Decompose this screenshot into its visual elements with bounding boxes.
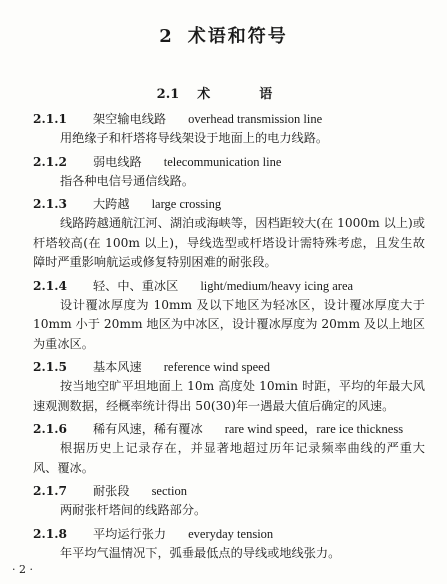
term-english: section	[151, 484, 187, 498]
term-english: rare wind speed，rare ice thickness	[224, 422, 404, 436]
term-chinese: 弱电线路	[93, 154, 142, 169]
term-number: 2.1.5	[33, 360, 67, 374]
chapter-heading: 术语和符号	[187, 26, 288, 47]
term-entry	[33, 153, 425, 192]
term-chinese: 架空输电线路	[93, 112, 167, 126]
term-english: telecommunication line	[163, 154, 282, 169]
term-english: everyday tension	[188, 526, 274, 541]
term-number: 2.1.2	[33, 154, 67, 169]
term-chinese: 基本风速	[93, 360, 142, 374]
term-definition: 两耐张杆塔间的线路部分。	[60, 503, 207, 517]
chapter-title	[0, 22, 447, 48]
term-english: light/medium/heavy icing area	[200, 278, 354, 293]
term-definition: 年平均气温情况下，弧垂最低点的导线或地线张力。	[60, 545, 341, 560]
term-chinese: 稀有风速，稀有覆冰	[93, 422, 203, 436]
term-entry	[33, 110, 425, 149]
term-definition: 线路跨越通航江河、湖泊或海峡等，因档距较大(在 1000m 以上)或杆塔较高(在 100m 以上)，导线选型或杆塔设计需特殊考虑，且发生故障时严重影响航运或修复特别困难的耐张段。	[33, 216, 425, 269]
section-title	[0, 83, 447, 102]
term-number: 2.1.1	[33, 112, 67, 126]
term-entry	[33, 525, 425, 564]
section-heading: 术 语	[197, 87, 291, 102]
term-entry	[33, 277, 425, 355]
section-number: 2.1	[156, 87, 180, 102]
term-list	[33, 110, 425, 567]
term-number: 2.1.6	[33, 422, 67, 436]
term-entry	[33, 195, 425, 273]
term-chinese: 轻、中、重冰区	[93, 278, 179, 293]
term-number: 2.1.4	[33, 278, 67, 293]
page-number: · 2 ·	[12, 563, 33, 576]
term-chinese: 平均运行张力	[93, 526, 167, 541]
term-english: reference wind speed	[163, 360, 270, 374]
term-definition: 根据历史上记录存在，并显著地超过历年记录频率曲线的严重大风、覆冰。	[33, 441, 425, 475]
term-definition: 按当地空旷平坦地面上 10m 高度处 10min 时距，平均的年最大风速观测数据，经概率统计得出 50(30)年一遇最大值后确定的风速。	[33, 379, 425, 413]
term-chinese: 耐张段	[93, 484, 130, 498]
term-definition: 设计覆冰厚度为 10mm 及以下地区为轻冰区，设计覆冰厚度大于 10mm 小于 20mm 地区为中冰区，设计覆冰厚度为 20mm 及以上地区为重冰区。	[33, 297, 425, 351]
term-definition: 指各种电信号通信线路。	[60, 173, 195, 188]
term-number: 2.1.7	[33, 484, 67, 498]
term-number: 2.1.3	[33, 197, 67, 211]
term-number: 2.1.8	[33, 526, 67, 541]
term-english: overhead transmission line	[188, 112, 323, 126]
term-entry	[33, 482, 425, 521]
term-entry	[33, 420, 425, 478]
chapter-number: 2	[159, 26, 174, 47]
term-entry	[33, 358, 425, 416]
term-chinese: 大跨越	[93, 197, 130, 211]
term-definition: 用绝缘子和杆塔将导线架设于地面上的电力线路。	[60, 131, 329, 145]
term-english: large crossing	[151, 197, 222, 211]
